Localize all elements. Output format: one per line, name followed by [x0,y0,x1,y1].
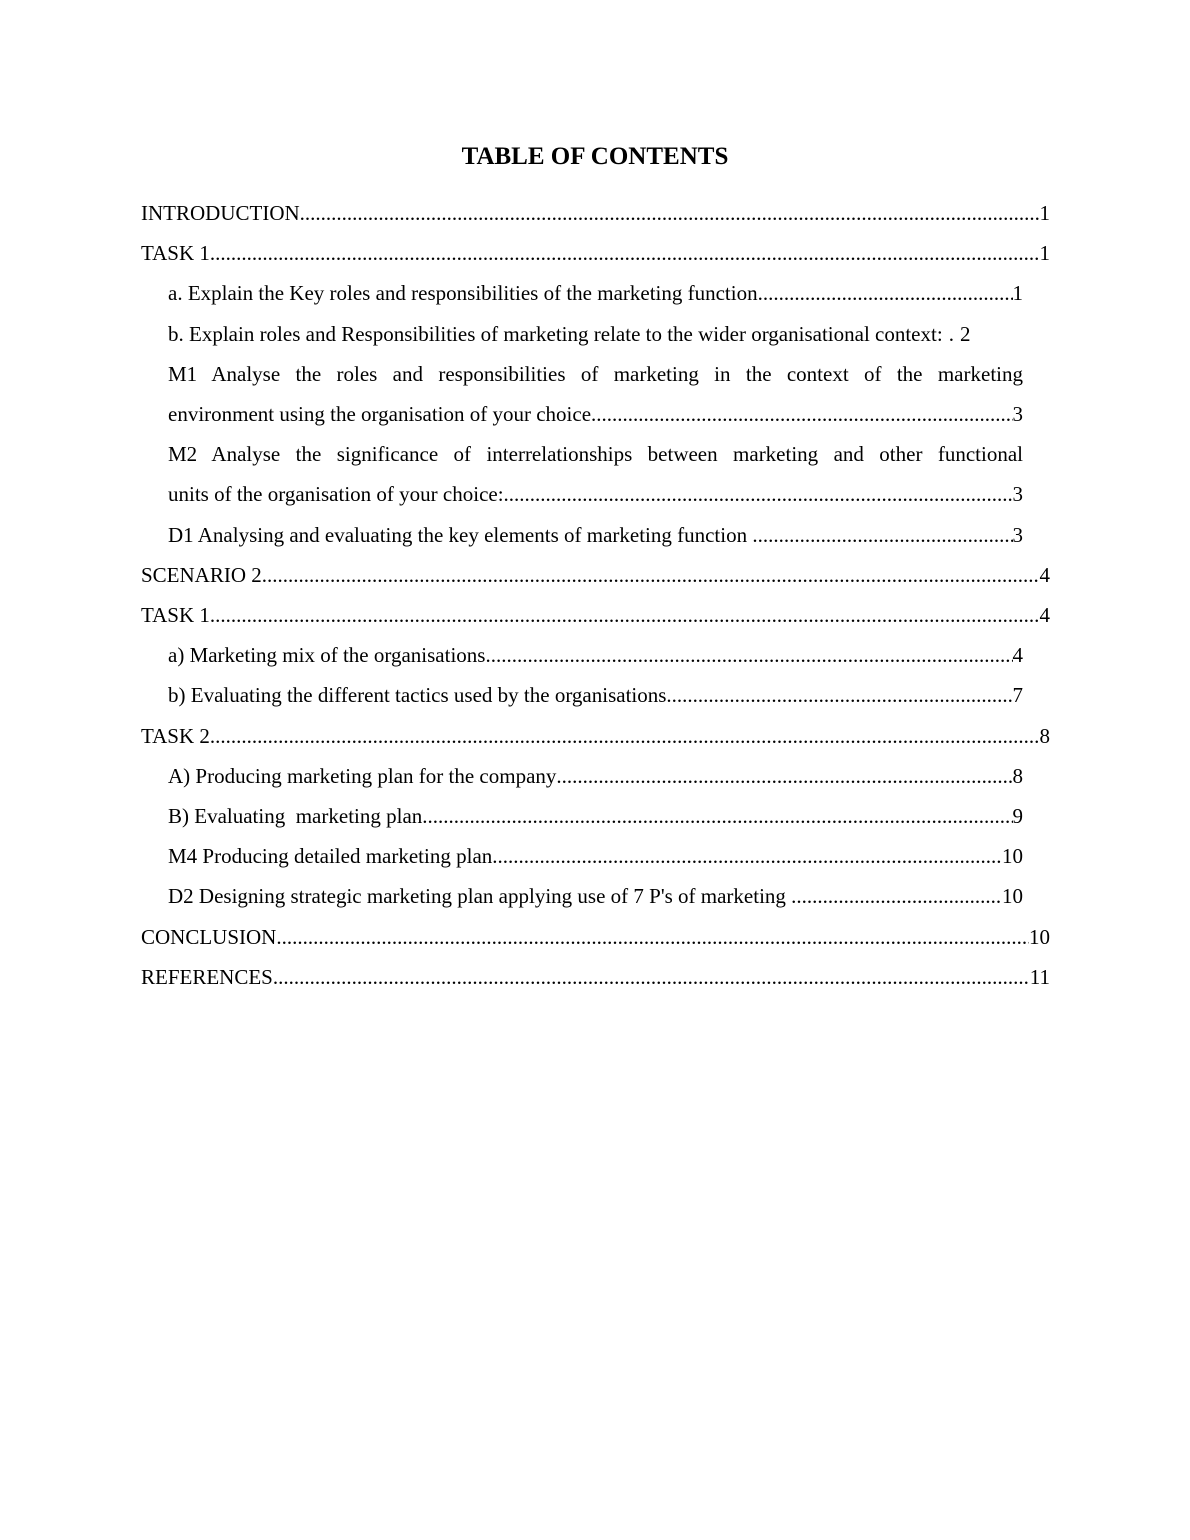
toc-entry-conclusion[interactable] [141,917,1050,957]
toc-page-number: 10 [1029,924,1050,949]
toc-entry-text: b) Evaluating the different tactics used by the organisations [168,683,667,708]
toc-entry-tactics[interactable] [141,675,1050,715]
toc-leader [791,876,1002,916]
toc-page-number: 4 [1012,643,1023,668]
toc-entry-text: D2 Designing strategic marketing plan applying use of 7 P's of marketing [168,884,792,909]
toc-entry-task-1-scenario-2[interactable] [141,595,1050,635]
toc-page-number: 2 [959,321,971,346]
toc-entry-marketing-mix[interactable] [141,635,1050,675]
toc-page-number: 3 [1012,482,1023,507]
toc-entry-text: CONCLUSION [141,924,277,949]
toc-leader [210,595,1040,635]
toc-entry-text: D1 Analysing and evaluating the key elements of marketing function [168,522,753,547]
toc-entry-references[interactable] [141,957,1050,997]
toc-entry-m4[interactable] [141,836,1050,876]
toc-page-number: 10 [1002,884,1023,909]
toc-entry-scenario-2[interactable] [141,555,1050,595]
toc-entry-introduction[interactable] [141,193,1050,233]
toc-list [141,193,1050,997]
toc-entry-text: M4 Producing detailed marketing plan [168,844,493,869]
toc-leader [485,635,1012,675]
toc-entry-m1[interactable] [141,354,1050,434]
toc-entry-text: INTRODUCTION [141,201,300,225]
toc-entry-text: REFERENCES [141,964,273,989]
toc-leader [276,917,1029,957]
toc-page-number: 7 [1012,683,1023,708]
toc-leader [422,796,1012,836]
toc-page-number: 8 [1039,723,1050,748]
toc-leader: . [948,321,954,346]
toc-entry-producing-plan[interactable] [141,756,1050,796]
toc-entry-text-line1: M1 Analyse the roles and responsibilities of marketing in the context of the marketing [168,361,1023,386]
toc-entry-text: SCENARIO 2 [141,562,262,587]
toc-leader [300,193,1040,233]
toc-entry-m2[interactable] [141,434,1050,514]
toc-page-number: 11 [1029,964,1050,989]
toc-entry-line2 [168,394,1023,434]
toc-entry-d2[interactable] [141,876,1050,916]
toc-entry-text: b. Explain roles and Responsibilities of marketing relate to the wider organisational context: [168,321,943,346]
toc-leader [752,515,1012,555]
toc-entry-text: a) Marketing mix of the organisations [168,643,486,668]
toc-entry-text: TASK 1 [141,241,210,266]
toc-entry-text: TASK 2 [141,723,210,748]
toc-entry-text: A) Producing marketing plan for the company [168,763,557,788]
toc-entry-text-line2: environment using the organisation of your choice [168,402,592,427]
toc-entry-text-line2: units of the organisation of your choice: [168,482,504,507]
toc-entry-text: B) Evaluating marketing plan [168,804,423,829]
toc-leader [591,394,1012,434]
toc-leader [666,675,1012,715]
toc-leader [758,273,1013,313]
toc-entry-line2 [168,474,1023,514]
toc-page-number: 1 [1012,281,1023,306]
toc-page-number: 10 [1002,844,1023,869]
toc-page-number: 1 [1039,241,1050,266]
toc-entry-wider-context[interactable] [141,314,1050,354]
toc-entry-key-roles[interactable] [141,273,1050,313]
toc-leader [504,474,1013,514]
toc-title: TABLE OF CONTENTS [461,143,729,170]
toc-entry-d1[interactable] [141,515,1050,555]
toc-leader [492,836,1002,876]
toc-page-number: 1 [1039,201,1050,225]
toc-entry-task-2[interactable] [141,716,1050,756]
toc-leader [273,957,1030,997]
toc-page-number: 3 [1012,522,1023,547]
toc-page-number: 9 [1012,804,1023,829]
toc-entry-task-1[interactable] [141,233,1050,273]
toc-leader [556,756,1012,796]
toc-entry-text: TASK 1 [141,603,210,628]
toc-page-number: 8 [1012,763,1023,788]
toc-entry-text-line1: M2 Analyse the significance of interrelationships between marketing and other functional [168,442,1023,467]
toc-entry-evaluating-plan[interactable] [141,796,1050,836]
toc-leader [210,716,1040,756]
toc-page-number: 4 [1039,603,1050,628]
toc-leader [262,555,1040,595]
toc-leader [210,233,1040,273]
toc-entry-text: a. Explain the Key roles and responsibilities of the marketing function [168,281,758,306]
toc-page-number: 3 [1012,402,1023,427]
toc-page-number: 4 [1039,562,1050,587]
